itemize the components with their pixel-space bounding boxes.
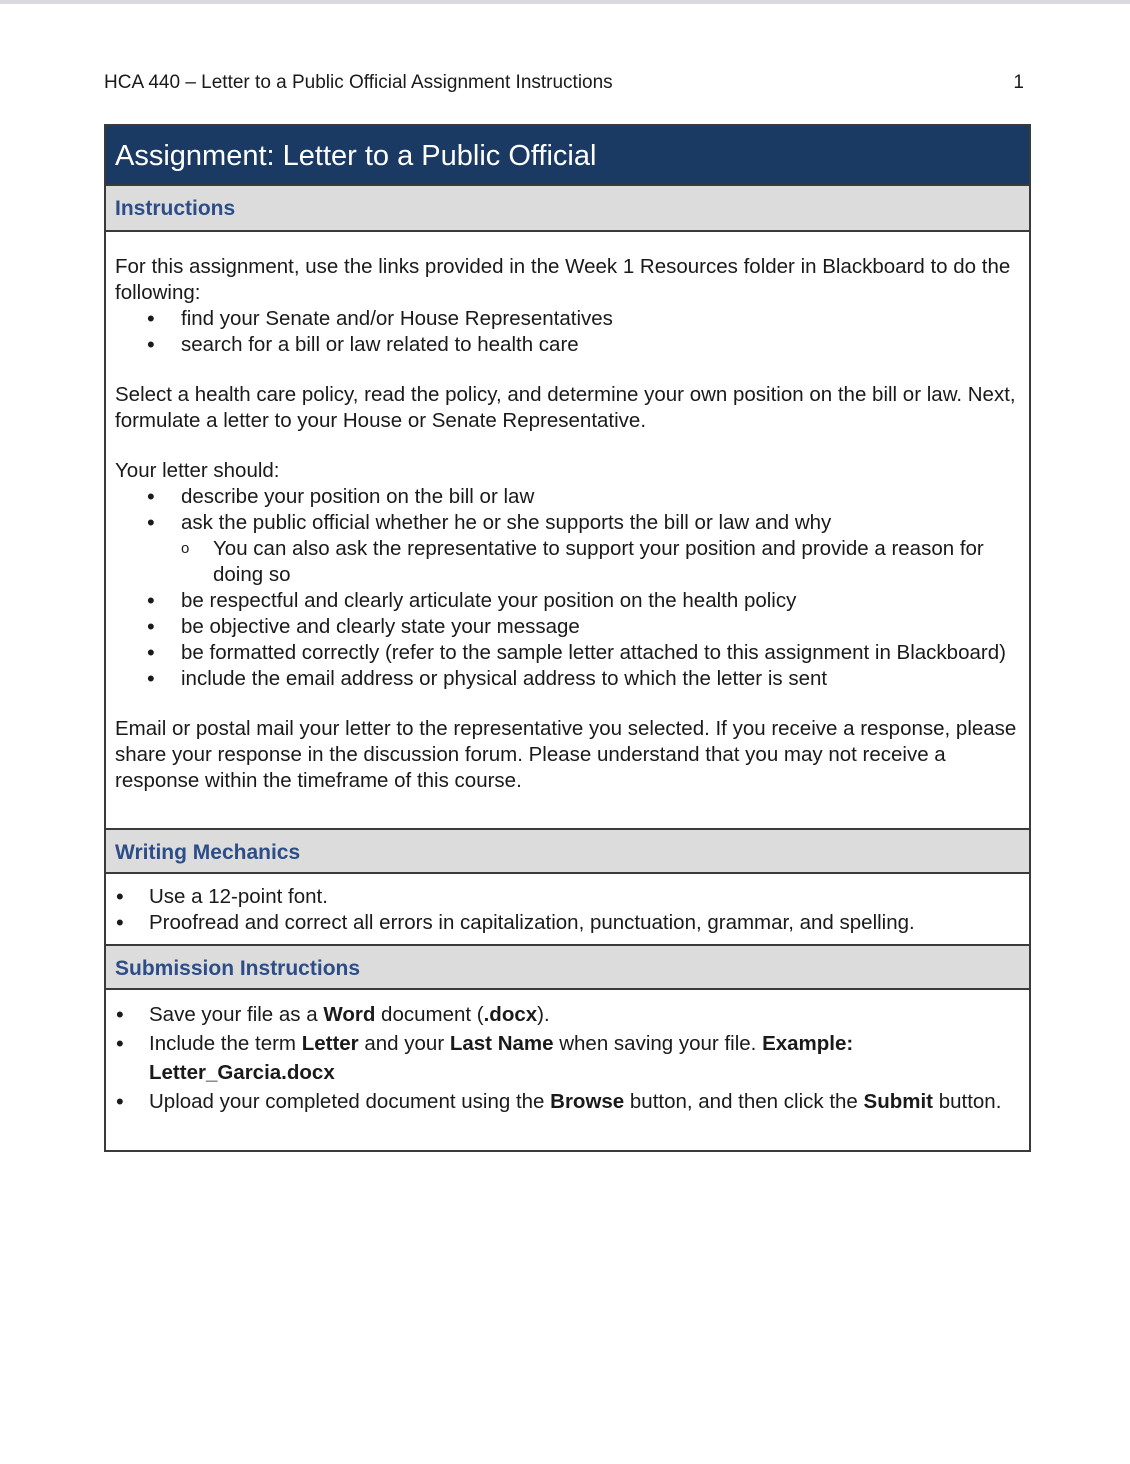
list-item: • be objective and clearly state your message bbox=[115, 614, 1020, 640]
list-item: • Save your file as a Word document (.docx). bbox=[115, 1000, 1020, 1029]
header-title: HCA 440 – Letter to a Public Official Assignment Instructions bbox=[104, 72, 613, 93]
submission-list bbox=[115, 1000, 1020, 1116]
page-number: 1 bbox=[1013, 72, 1024, 93]
list-item-text: ask the public official whether he or she supports the bill or law and why bbox=[181, 511, 832, 534]
sub-list bbox=[181, 536, 1020, 588]
list-item: • Include the term Letter and your Last Name when saving your file. Example: Letter_Garcia.docx bbox=[115, 1029, 1020, 1087]
writing-mechanics-heading: Writing Mechanics bbox=[106, 828, 1029, 874]
list-item: • search for a bill or law related to health care bbox=[115, 332, 1020, 358]
select-paragraph: Select a health care policy, read the policy, and determine your own position on the bill or law. Next, formulate a letter to your House or Senate Representative. bbox=[115, 383, 1016, 432]
example-filename: Letter_Garcia.docx bbox=[149, 1061, 335, 1084]
writing-mechanics-body bbox=[106, 874, 1029, 944]
list-item: • be respectful and clearly articulate your position on the health policy bbox=[115, 588, 1020, 614]
list-item: • find your Senate and/or House Representatives bbox=[115, 306, 1020, 332]
page-header bbox=[104, 72, 1024, 96]
closing-paragraph: Email or postal mail your letter to the representative you selected. If you receive a response, please share your response in the discussion forum. Please understand that you may not receive a response within the timeframe of this course. bbox=[115, 717, 1017, 792]
list-item: • Proofread and correct all errors in capitalization, punctuation, grammar, and spelling. bbox=[115, 910, 1020, 936]
list-item bbox=[115, 510, 1020, 588]
assignment-title: Assignment: Letter to a Public Official bbox=[106, 126, 1029, 186]
list-item: • be formatted correctly (refer to the sample letter attached to this assignment in Blackboard) bbox=[115, 640, 1020, 666]
submission-heading: Submission Instructions bbox=[106, 944, 1029, 990]
list-item: • include the email address or physical address to which the letter is sent bbox=[115, 666, 1020, 692]
list-item: • Upload your completed document using the Browse button, and then click the Submit button. bbox=[115, 1087, 1020, 1116]
list-item: • Use a 12-point font. bbox=[115, 884, 1020, 910]
assignment-table bbox=[104, 124, 1031, 1152]
mechanics-list bbox=[115, 884, 1020, 936]
letter-requirements-list bbox=[115, 484, 1020, 692]
top-divider bbox=[0, 0, 1130, 4]
task-list bbox=[115, 306, 1020, 358]
list-item: • describe your position on the bill or law bbox=[115, 484, 1020, 510]
instructions-body bbox=[106, 232, 1029, 828]
letter-intro: Your letter should: bbox=[115, 459, 280, 482]
instructions-heading: Instructions bbox=[106, 186, 1029, 232]
sub-list-item: o You can also ask the representative to support your position and provide a reason for doing so bbox=[181, 536, 1020, 588]
submission-body bbox=[106, 990, 1029, 1150]
instructions-intro: For this assignment, use the links provided in the Week 1 Resources folder in Blackboard to do the following: bbox=[115, 255, 1011, 304]
